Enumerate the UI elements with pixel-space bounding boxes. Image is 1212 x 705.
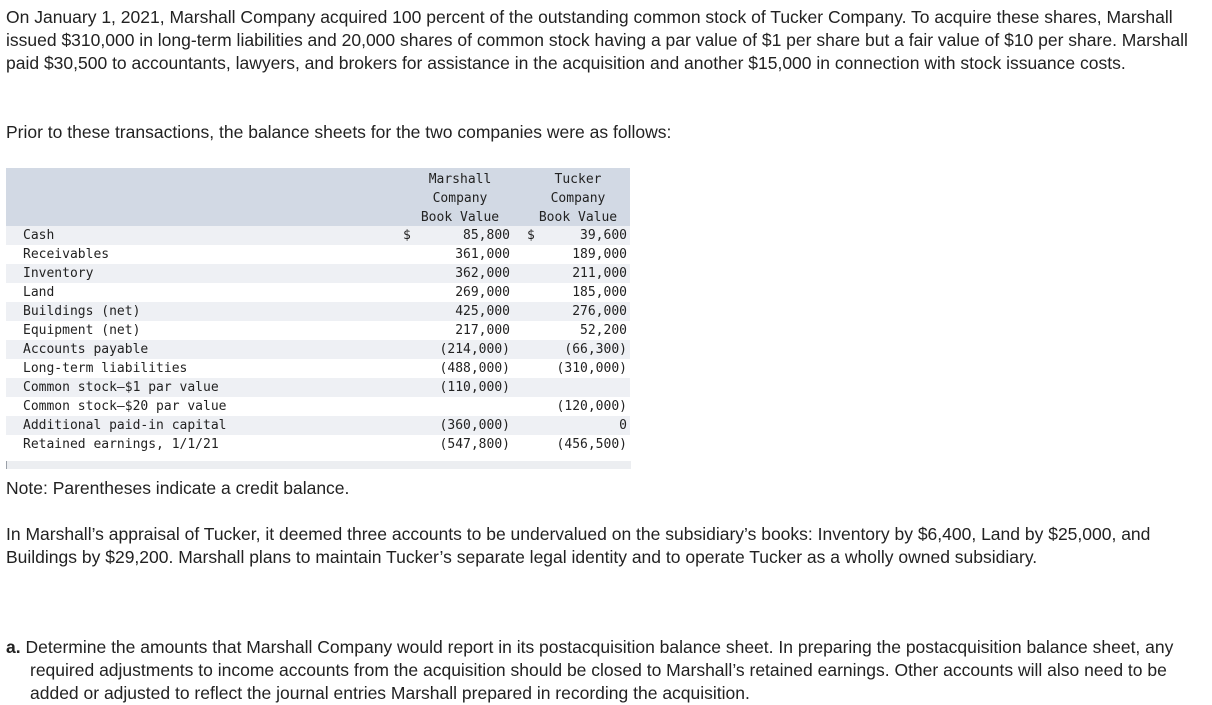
row-label: Receivables	[23, 247, 110, 262]
row-label: Common stock—$20 par value	[23, 399, 227, 414]
marshall-value: (360,000)	[439, 418, 510, 433]
tucker-value: 211,000	[572, 266, 627, 281]
table-row	[6, 435, 630, 454]
row-label: Common stock—$1 par value	[23, 380, 219, 395]
tucker-value: (456,500)	[556, 437, 627, 452]
table-row	[6, 302, 630, 321]
table-row	[6, 226, 630, 245]
marshall-value: (110,000)	[439, 380, 510, 395]
table-row	[6, 416, 630, 435]
tucker-column-header: Tucker Company Book Value	[538, 172, 618, 225]
table-row	[6, 340, 630, 359]
tucker-value: 39,600	[580, 228, 627, 243]
marshall-value: 217,000	[455, 323, 510, 338]
table-row	[6, 264, 630, 283]
table-row	[6, 359, 630, 378]
tucker-value: 0	[619, 418, 627, 433]
table-scrollbar[interactable]	[6, 461, 631, 469]
appraisal-paragraph: In Marshall’s appraisal of Tucker, it deemed three accounts to be undervalued on the subsidiary’s books: Inventory by $6,400, Land by $25,000, and Buildings by $29,200. Marshall plans to maintain Tucker’s separate legal identity and to operate Tucker as a wholly owned subsidiary.	[6, 524, 1151, 567]
marshall-column-header: Marshall Company Book Value	[420, 172, 500, 225]
tucker-value: 276,000	[572, 304, 627, 319]
question-a	[6, 636, 1196, 705]
table-row	[6, 283, 630, 302]
table-row	[6, 397, 630, 416]
row-label: Equipment (net)	[23, 323, 141, 338]
marshall-value: 269,000	[455, 285, 510, 300]
row-label: Additional paid-in capital	[23, 418, 227, 433]
row-label: Buildings (net)	[23, 304, 141, 319]
row-label: Inventory	[23, 266, 94, 281]
question-text: Determine the amounts that Marshall Company would report in its postacquisition balance sheet. In preparing the postacquisition balance sheet, any required adjustments to income accounts from the acquisition should be closed to Marshall’s retained earnings. Other accounts will also need to be added or adjusted to reflect the journal entries Marshall prepared in recording the acquisition.	[25, 637, 1174, 703]
tucker-value: (310,000)	[556, 361, 627, 376]
marshall-value: (488,000)	[439, 361, 510, 376]
tucker-value: 185,000	[572, 285, 627, 300]
marshall-value: 361,000	[455, 247, 510, 262]
tucker-value: 189,000	[572, 247, 627, 262]
tucker-value: (120,000)	[556, 399, 627, 414]
marshall-value: 362,000	[455, 266, 510, 281]
table-row	[6, 245, 630, 264]
marshall-value: 85,800	[463, 228, 510, 243]
marshall-value: (547,800)	[439, 437, 510, 452]
tucker-value: (66,300)	[564, 342, 627, 357]
row-label: Accounts payable	[23, 342, 149, 357]
prior-paragraph: Prior to these transactions, the balance sheets for the two companies were as follows:	[6, 122, 672, 142]
currency-symbol: $	[403, 228, 411, 243]
marshall-value: 425,000	[455, 304, 510, 319]
note-text: Note: Parentheses indicate a credit balance.	[6, 478, 350, 498]
tucker-value: 52,200	[580, 323, 627, 338]
question-letter: a.	[6, 637, 21, 657]
table-row	[6, 378, 630, 397]
balance-sheet-table	[6, 168, 630, 470]
row-label: Land	[23, 285, 55, 300]
row-label: Cash	[23, 228, 55, 243]
marshall-value: (214,000)	[439, 342, 510, 357]
row-label: Long-term liabilities	[23, 361, 188, 376]
intro-paragraph: On January 1, 2021, Marshall Company acquired 100 percent of the outstanding common stock of Tucker Company. To acquire these shares, Marshall issued $310,000 in long-term liabilities and 20,000 shares of common stock having a par value of $1 per share but a fair value of $10 per share. Marshall paid $30,500 to accountants, lawyers, and brokers for assistance in the acquisition and another $15,000 in connection with stock issuance costs.	[6, 7, 1188, 73]
row-label: Retained earnings, 1/1/21	[23, 437, 219, 452]
currency-symbol: $	[527, 228, 535, 243]
table-row	[6, 321, 630, 340]
